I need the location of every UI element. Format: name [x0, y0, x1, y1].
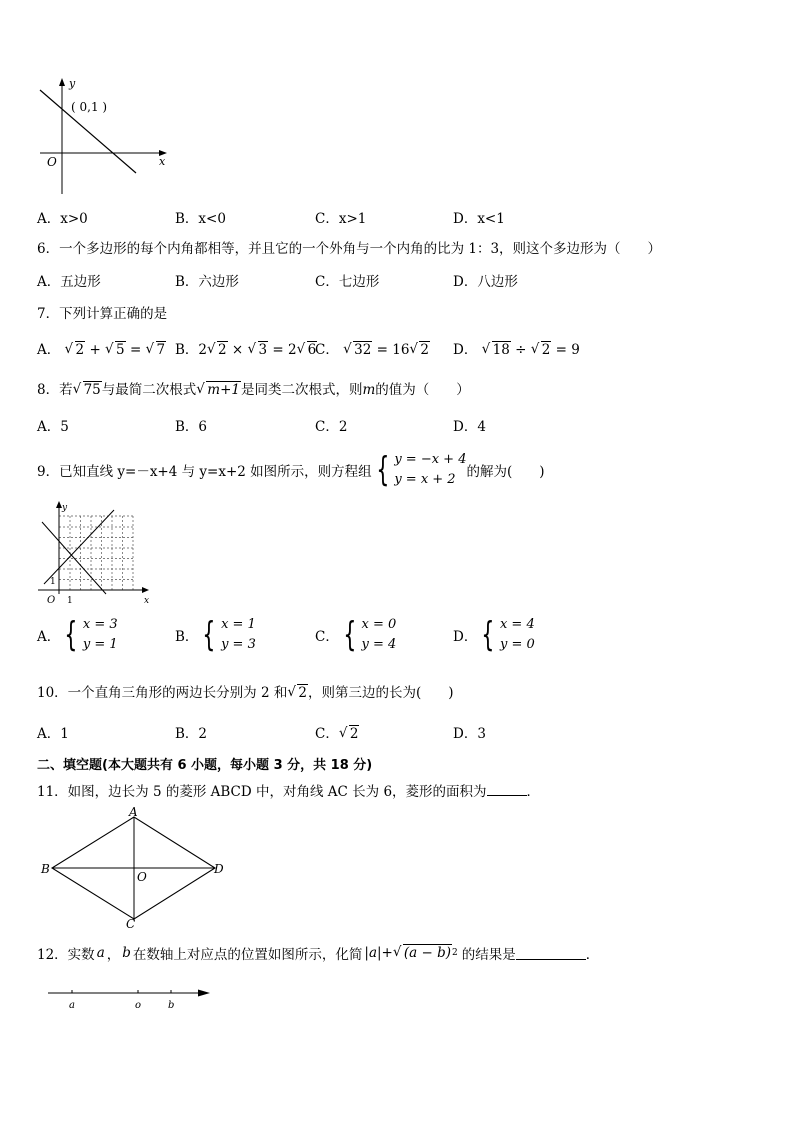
center-o: O: [137, 870, 147, 884]
q10-option-a[interactable]: A．1: [37, 726, 69, 742]
q6-option-c[interactable]: C．七边形: [315, 274, 380, 290]
q6-option-b[interactable]: B．六边形: [175, 274, 239, 290]
q6-option-a[interactable]: A．五边形: [37, 274, 101, 290]
q10-option-d[interactable]: D．3: [453, 726, 486, 742]
q10-option-c[interactable]: C．√ 2: [315, 722, 359, 742]
sqrt: √ 2: [287, 685, 308, 701]
point-label: ( 0,1 ): [71, 100, 108, 114]
sqrt: √ 2: [339, 726, 360, 742]
q9-question: 9．已知直线 y=－x+4 与 y=x+2 如图所示，则方程组 { y = −x + 4 y = x + 2 的解为( ): [37, 450, 545, 490]
answer-blank[interactable]: [516, 946, 586, 960]
option-label: B．: [175, 342, 199, 358]
sqrt: √ 6: [297, 342, 318, 358]
q11-question: 11．如图，边长为 5 的菱形 ABCD 中，对角线 AC 长为 6，菱形的面积为 ．: [37, 784, 541, 800]
q5-option-a[interactable]: A．x>0: [37, 211, 88, 227]
q9-option-b[interactable]: B． { x = 1 y = 3: [175, 615, 256, 655]
q8-option-d[interactable]: D．4: [453, 419, 486, 435]
y-tick-1: 1: [50, 577, 56, 587]
op: = 16: [376, 342, 410, 358]
q8-option-b[interactable]: B．6: [175, 419, 208, 435]
q9-option-c[interactable]: C． { x = 0 y = 4: [315, 615, 397, 655]
q11-rhombus-figure: [38, 806, 233, 931]
q5-graph: [34, 76, 174, 201]
vertex-c: C: [126, 917, 136, 931]
coef: 2: [198, 342, 208, 358]
q6-option-d[interactable]: D．八边形: [453, 274, 518, 290]
q10-question: 10．一个直角三角形的两边长分别为 2 和√ 2，则第三边的长为( ): [37, 681, 454, 701]
equation-system: { y = −x + 4 y = x + 2: [376, 450, 467, 490]
sqrt: √ (a − b): [393, 945, 452, 961]
op: =: [129, 342, 142, 358]
q12-number-line: [44, 984, 219, 1014]
sqrt: √ 2: [409, 342, 430, 358]
sqrt: √ 5: [105, 342, 126, 358]
op: ×: [231, 342, 244, 358]
q7-option-b[interactable]: [175, 338, 317, 358]
sqrt: √ 7: [146, 342, 167, 358]
q10-option-b[interactable]: B．2: [175, 726, 208, 742]
label-b: b: [168, 1000, 175, 1011]
answer-blank[interactable]: [487, 782, 527, 796]
q5-option-c[interactable]: C．x>1: [315, 211, 367, 227]
op: = 9: [555, 342, 580, 358]
origin-label: O: [47, 595, 56, 606]
sqrt: √ 2: [531, 342, 552, 358]
q7-option-d[interactable]: [453, 338, 580, 358]
q9-graph: [34, 498, 159, 608]
sqrt: √ 3: [248, 342, 269, 358]
vertex-b: B: [41, 862, 50, 876]
section-heading: 二、填空题(本大题共有 6 小题，每小题 3 分，共 18 分): [37, 758, 373, 773]
x-tick-1: 1: [67, 596, 73, 606]
op: +: [89, 342, 101, 358]
q5-option-d[interactable]: D．x<1: [453, 211, 505, 227]
sqrt: √ 2: [65, 342, 86, 358]
sqrt: √ 75: [73, 382, 102, 398]
x-axis-arrow: [142, 587, 149, 593]
q8-option-a[interactable]: A．5: [37, 419, 69, 435]
sqrt: √ 2: [207, 342, 228, 358]
q8-option-c[interactable]: C．2: [315, 419, 348, 435]
q7-question: 7．下列计算正确的是: [37, 306, 168, 322]
y-axis-arrow: [59, 78, 65, 86]
q6-question: 6．一个多边形的每个内角都相等，并且它的一个外角与一个内角的比为 1：3，则这个多边形为（ ）: [37, 241, 662, 257]
vertex-d: D: [214, 862, 224, 876]
option-label: D．: [453, 342, 478, 358]
q7-option-a[interactable]: [37, 338, 166, 358]
q9-option-a[interactable]: A． { x = 3 y = 1: [37, 615, 118, 655]
y-axis-label: y: [62, 503, 68, 513]
q12-question: 12．实数 a ， b 在数轴上对应点的位置如图所示，化简 |a|+ √ (a − b) 2 的结果是 ．: [37, 943, 599, 963]
vertex-a: A: [129, 806, 138, 819]
q9-option-d[interactable]: D． { x = 4 y = 0: [453, 615, 535, 655]
op: ÷: [515, 342, 527, 358]
op: = 2: [272, 342, 297, 358]
q8-question: 8．若√ 75与最简二次根式√ m+1是同类二次根式，则m的值为（ ）: [37, 378, 470, 398]
number-line-arrow: [198, 990, 210, 997]
x-axis-label: x: [144, 596, 150, 606]
x-axis-label: x: [159, 155, 166, 168]
sqrt: √ m+1: [196, 382, 241, 398]
option-label: C．: [315, 342, 339, 358]
sqrt: √ 18: [482, 342, 511, 358]
q7-option-c[interactable]: [315, 338, 430, 358]
option-label: A．: [37, 342, 61, 358]
line-y-x-plus-2: [44, 510, 114, 584]
q5-option-b[interactable]: B．x<0: [175, 211, 226, 227]
y-axis-label: y: [69, 77, 76, 90]
sqrt: √ 32: [343, 342, 372, 358]
label-a: a: [69, 1000, 75, 1011]
label-o: o: [135, 1000, 142, 1011]
origin-label: O: [47, 155, 57, 169]
